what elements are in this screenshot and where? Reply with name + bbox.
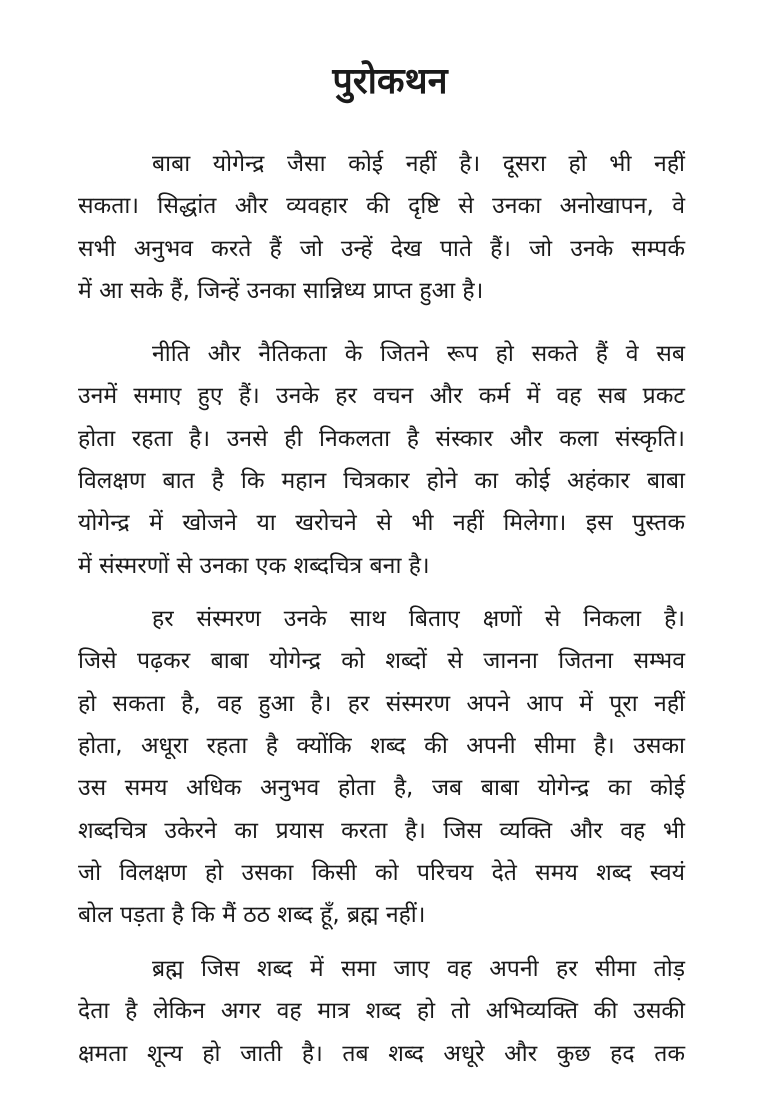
text-line: ब्रह्म जिस शब्द में समा जाए वह अपनी हर सीमा तोड़ — [152, 956, 685, 982]
text-line: होता रहता है। उनसे ही निकलता है संस्कार और कला संस्कृति। — [78, 425, 685, 452]
text-line: सकता। सिद्धांत और व्यवहार की दृष्टि से उनका अनोखापन, वे — [78, 193, 685, 220]
text-line: में संस्मरणों से उनका एक शब्दचित्र बना है। — [78, 552, 430, 579]
text-line: उनमें समाए हुए हैं। उनके हर वचन और कर्म में वह सब प्रकट — [78, 383, 685, 410]
text-line: हो सकता है, वह हुआ है। हर संस्मरण अपने आप में पूरा नहीं — [78, 690, 685, 717]
text-line: में आ सके हैं, जिन्हें उनका सान्निध्य प्राप्त हुआ है। — [78, 277, 484, 304]
text-line: बोल पड़ता है कि मैं ठठ शब्द हूँ, ब्रह्म नहीं। — [78, 902, 426, 929]
text-line: योगेन्द्र में खोजने या खरोचने से भी नहीं मिलेगा। इस पुस्तक — [78, 510, 685, 537]
text-line: होता, अधूरा रहता है क्योंकि शब्द की अपनी सीमा है। उसका — [78, 732, 685, 759]
text-line: जिसे पढ़कर बाबा योगेन्द्र को शब्दों से जानना जितना सम्भव — [78, 648, 685, 675]
text-line: क्षमता शून्य हो जाती है। तब शब्द अधूरे और कुछ हद तक — [78, 1040, 685, 1067]
text-line: देता है लेकिन अगर वह मात्र शब्द हो तो अभिव्यक्ति की उसकी — [78, 998, 685, 1025]
text-line: बाबा योगेन्द्र जैसा कोई नहीं है। दूसरा हो भी नहीं — [152, 151, 685, 177]
page-title: पुरोकथन — [332, 61, 448, 102]
text-line: विलक्षण बात है कि महान चित्रकार होने का कोई अहंकार बाबा — [78, 467, 685, 494]
text-line: उस समय अधिक अनुभव होता है, जब बाबा योगेन्द्र का कोई — [78, 775, 685, 802]
text-line: शब्दचित्र उकेरने का प्रयास करता है। जिस व्यक्ति और वह भी — [78, 817, 685, 844]
text-line: हर संस्मरण उनके साथ बिताए क्षणों से निकला है। — [152, 606, 685, 632]
text-line: जो विलक्षण हो उसका किसी को परिचय देते समय शब्द स्वयं — [78, 859, 685, 886]
text-line: सभी अनुभव करते हैं जो उन्हें देख पाते हैं। जो उनके सम्पर्क — [78, 235, 685, 262]
text-line: नीति और नैतिकता के जितने रूप हो सकते हैं वे सब — [152, 341, 685, 367]
